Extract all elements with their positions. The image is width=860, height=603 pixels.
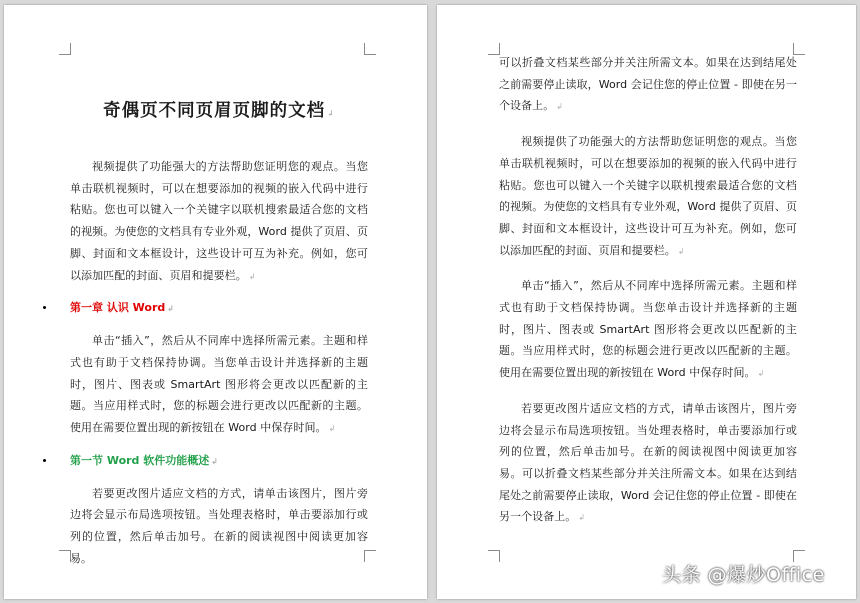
paragraph-mark-icon: ↲ xyxy=(328,424,336,434)
body-paragraph[interactable]: 若要更改图片适应文档的方式，请单击该图片，图片旁边将会显示布局选项按钮。当处理表格时，单击要添加行或列的位置，然后单击加号。在新的阅读视图中阅读更加容易。 xyxy=(70,486,368,565)
body-paragraph[interactable]: 单击“插入”，然后从不同库中选择所需元素。主题和样式也有助于文档保持协调。当您单击设计并选择新的主题时，图片、图表或 SmartArt 图形将会更改以匹配新的主题。当应用样式时，您的标题会进行更改以匹配新的主题。使用在需要位置出现的新按钮在 Word 中保存时间。 ↲ xyxy=(499,279,797,380)
body-paragraph[interactable]: 单击“插入”，然后从不同库中选择所需元素。主题和样式也有助于文档保持协调。当您单击设计并选择新的主题时，图片、图表或 SmartArt 图形将会更改以匹配新的主题。当应用样式时，您的标题会进行更改以匹配新的主题。使用在需要位置出现的新按钮在 Word 中保存时间。 ↲ xyxy=(70,334,368,435)
document-page-right xyxy=(437,5,856,599)
chapter-heading[interactable]: 第一章 认识 Word ↲ xyxy=(70,297,368,319)
body-paragraph[interactable]: 视频提供了功能强大的方法帮助您证明您的观点。当您单击联机视频时，可以在想要添加的视频的嵌入代码中进行粘贴。您也可以键入一个关键字以联机搜索最适合您的文档的视频。为使您的文档具有专业外观，Word 提供了页眉、页脚、封面和文本框设计，这些设计可互为补充。例如，您可以添加匹配的封面、页眉和提要栏。 ↲ xyxy=(499,135,797,257)
body-paragraph[interactable]: 可以折叠文档某些部分并关注所需文本。如果在达到结尾处之前需要停止读取，Word 会记住您的停止位置 - 即使在另一个设备上。 ↲ xyxy=(499,56,797,113)
document-page-left xyxy=(4,5,427,599)
section-heading[interactable]: 第一节 Word 软件功能概述 ↲ xyxy=(70,450,368,472)
paragraph-mark-icon: ↲ xyxy=(578,513,586,523)
document-title[interactable]: 奇偶页不同页眉页脚的文档 ↲ xyxy=(103,101,335,121)
heading-bullet-icon xyxy=(43,306,46,309)
paragraph-mark-icon: ↲ xyxy=(248,271,256,281)
paragraph-mark-icon: ↲ xyxy=(327,108,335,118)
body-paragraph[interactable]: 若要更改图片适应文档的方式，请单击该图片，图片旁边将会显示布局选项按钮。当处理表格时，单击要添加行或列的位置，然后单击加号。在新的阅读视图中阅读更加容易。可以折叠文档某些部分并关注所需文本。如果在达到结尾处之前需要停止读取，Word 会记住您的停止位置 - 即使在另一个设备上。 ↲ xyxy=(499,401,797,524)
page-body[interactable] xyxy=(70,97,368,570)
margin-corner-top-right xyxy=(364,43,376,55)
paragraph-mark-icon: ↲ xyxy=(556,102,564,112)
paragraph-mark-icon: ↲ xyxy=(167,304,174,314)
body-paragraph[interactable]: 视频提供了功能强大的方法帮助您证明您的观点。当您单击联机视频时，可以在想要添加的视频的嵌入代码中进行粘贴。您也可以键入一个关键字以联机搜索最适合您的文档的视频。为使您的文档具有专业外观，Word 提供了页眉、页脚、封面和文本框设计，这些设计可互为补充。例如，您可以添加匹配的封面、页眉和提要栏。 ↲ xyxy=(70,160,368,282)
page-body[interactable] xyxy=(499,52,797,529)
paragraph-mark-icon: ↲ xyxy=(757,369,765,379)
paragraph-mark-icon: ↲ xyxy=(677,246,685,256)
heading-bullet-icon xyxy=(43,459,46,462)
paragraph-mark-icon: ↲ xyxy=(211,456,218,466)
margin-corner-bottom-left xyxy=(488,550,500,562)
watermark-logo: 头条 @爆炒Office xyxy=(662,564,825,586)
margin-corner-top-left xyxy=(59,43,71,55)
